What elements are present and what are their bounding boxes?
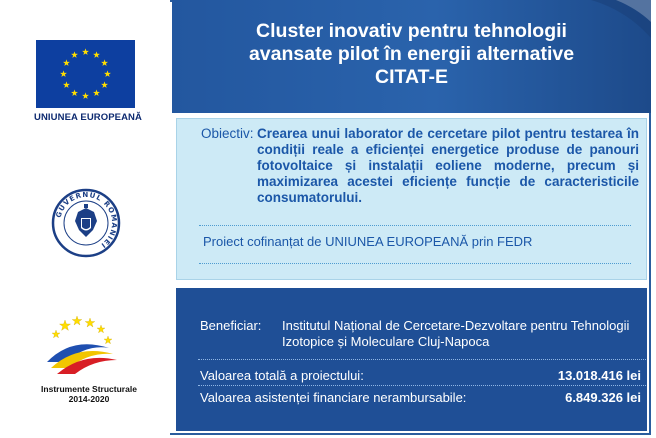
beneficiary-divider xyxy=(198,359,646,360)
logo-column xyxy=(0,0,170,438)
total-value-label: Valoarea totală a proiectului: xyxy=(200,368,364,383)
objective-divider xyxy=(199,225,631,226)
title-line-1: Cluster inovativ pentru tehnologii xyxy=(256,20,567,42)
beneficiary-label: Beneficiar: xyxy=(200,318,262,333)
beneficiary-name: Institutul Național de Cercetare-Dezvoltare pentru Tehnologii Izotopice și Moleculare Cluj-Napoca xyxy=(282,318,630,349)
value-divider xyxy=(198,385,646,386)
is-caption-years: 2014-2020 xyxy=(68,394,110,404)
objective-panel xyxy=(176,118,647,280)
grant-value-label: Valoarea asistenței financiare nerambursabile: xyxy=(200,390,467,405)
instrumente-structurale-logo-icon xyxy=(37,310,137,382)
is-caption-name: Instrumente Structurale xyxy=(41,384,137,394)
grant-value-amount: 6.849.326 lei xyxy=(565,390,641,405)
objective-text: Crearea unui laborator de cercetare pilot pentru testarea în condiții reale a eficienței energetice produse de panouri fotovoltaice și instalații eoliene moderne, precum și maximizarea acestei eficiențe funcție de caracteristicile consumatorului. xyxy=(257,126,639,205)
cofinance-text: Proiect cofinanțat de UNIUNEA EUROPEANĂ prin FEDR xyxy=(203,234,533,249)
total-value-amount: 13.018.416 lei xyxy=(557,368,641,383)
eu-flag-icon xyxy=(36,40,135,108)
romanian-government-seal-icon xyxy=(51,188,121,258)
objective-label: Obiectiv: xyxy=(201,126,254,141)
beneficiary-panel xyxy=(176,288,647,431)
gov-seal-text: GUVERNUL ROMÂNIEI xyxy=(54,190,119,250)
is-caption xyxy=(30,384,148,404)
title-line-2: avansate pilot în energii alternative xyxy=(248,43,575,65)
objective-divider-bottom xyxy=(199,263,631,264)
eu-caption: UNIUNEA EUROPEANĂ xyxy=(34,112,142,123)
title-band xyxy=(172,0,651,113)
title-line-3: CITAT-E xyxy=(375,66,448,88)
project-title xyxy=(172,20,651,89)
